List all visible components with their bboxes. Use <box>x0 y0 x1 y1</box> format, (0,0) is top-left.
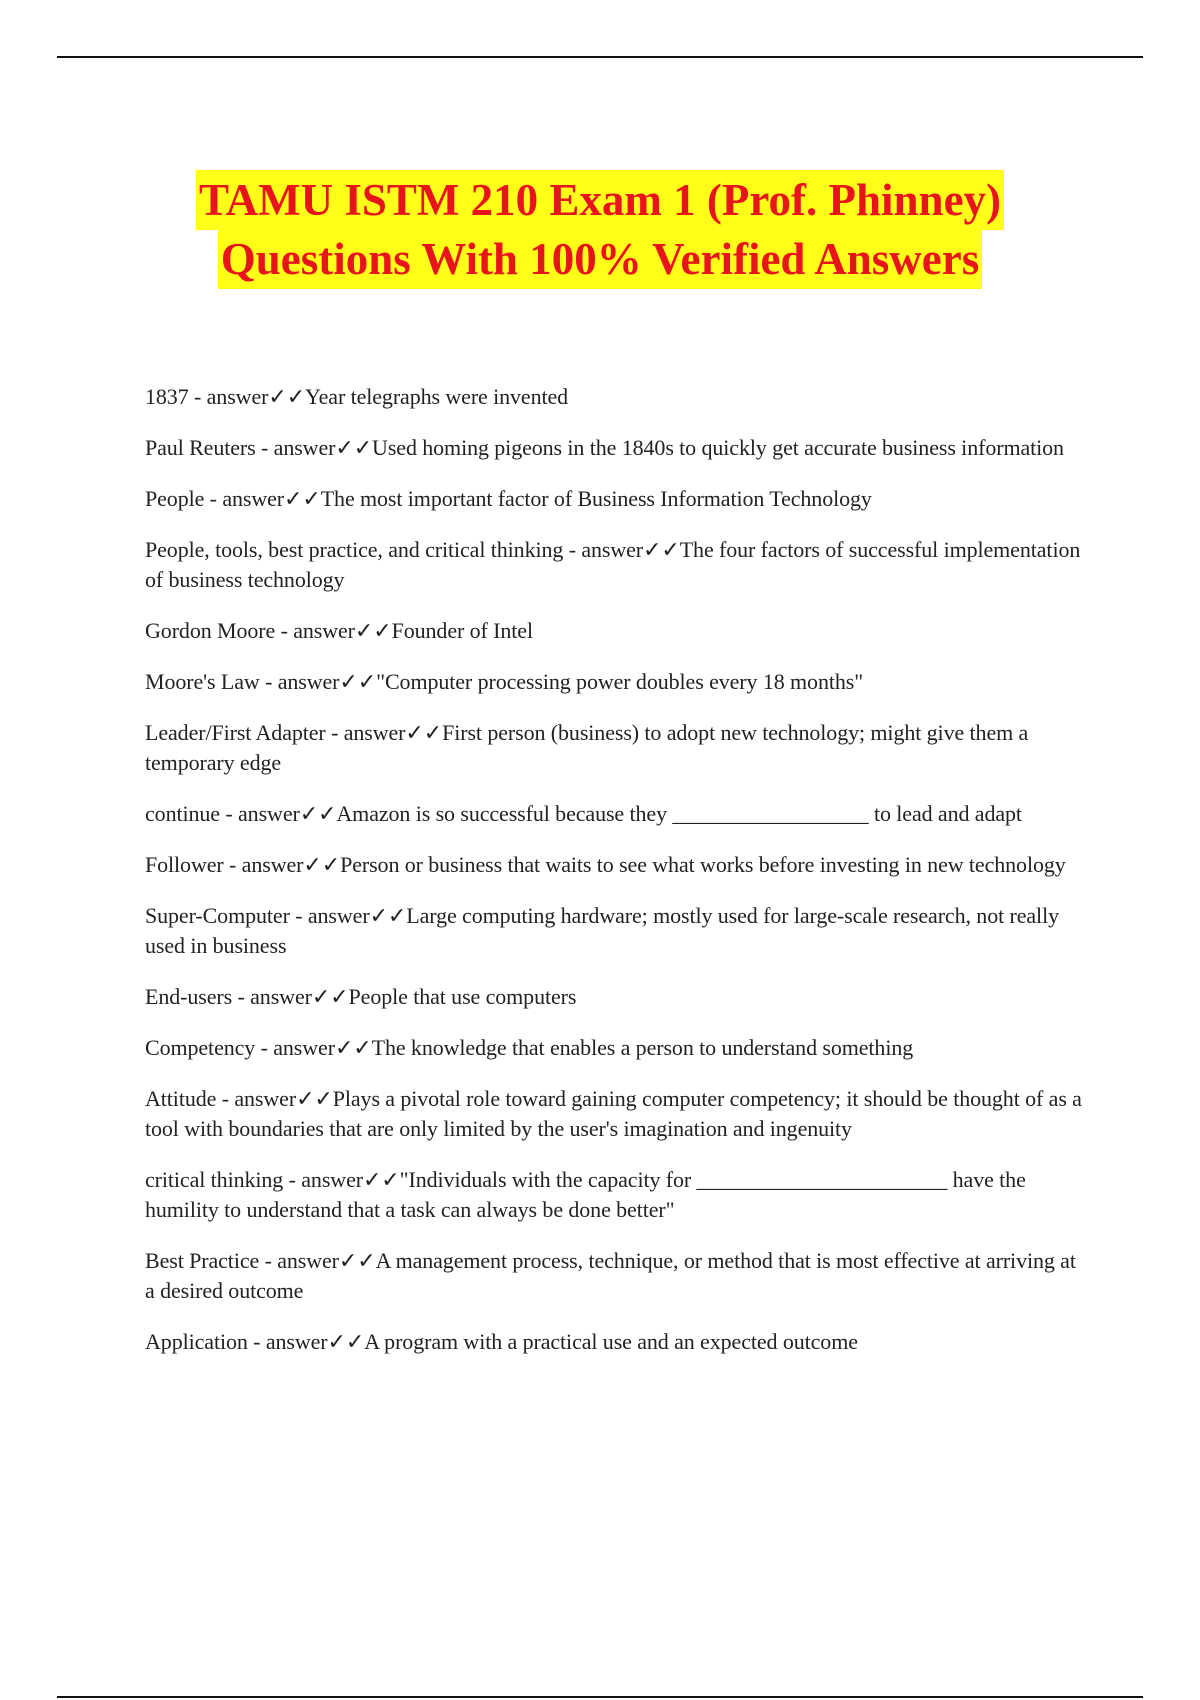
qa-term: continue <box>145 801 220 826</box>
qa-separator: - <box>216 1086 235 1111</box>
qa-term: People, tools, best practice, and critical thinking <box>145 537 564 562</box>
qa-term: People <box>145 486 205 511</box>
qa-list <box>145 382 1085 1378</box>
qa-item <box>145 535 1085 595</box>
bottom-rule <box>57 1696 1143 1698</box>
qa-term: Competency <box>145 1035 256 1060</box>
top-rule <box>57 56 1143 58</box>
qa-definition: Founder of Intel <box>391 618 533 643</box>
qa-item <box>145 667 1085 697</box>
check-marks: ✓✓ <box>354 618 392 643</box>
qa-definition: A management process, technique, or method that is most effective at arriving at a desired outcome <box>145 1248 1076 1303</box>
qa-answer-label: answer <box>273 1035 335 1060</box>
document-title <box>0 170 1200 288</box>
check-marks: ✓✓ <box>296 1086 333 1111</box>
qa-answer-label: answer <box>238 801 300 826</box>
qa-definition: Year telegraphs were invented <box>305 384 569 409</box>
qa-term: critical thinking <box>145 1167 284 1192</box>
qa-separator: - <box>275 618 294 643</box>
qa-item <box>145 850 1085 880</box>
qa-answer-label: answer <box>273 435 336 460</box>
title-line-1: TAMU ISTM 210 Exam 1 (Prof. Phinney) <box>196 170 1004 230</box>
qa-item <box>145 433 1085 463</box>
qa-definition: First person (business) to adopt new technology; might give them a temporary edge <box>145 720 1029 775</box>
check-marks: ✓✓ <box>335 435 373 460</box>
qa-definition: The most important factor of Business Information Technology <box>320 486 872 511</box>
qa-separator: - <box>247 1329 266 1354</box>
qa-separator: - <box>259 669 278 694</box>
check-marks: ✓✓ <box>405 720 443 745</box>
check-marks: ✓✓ <box>339 669 377 694</box>
qa-item <box>145 1084 1085 1144</box>
qa-answer-label: answer <box>222 486 285 511</box>
check-marks: ✓✓ <box>284 486 321 511</box>
qa-answer-label: answer <box>301 1167 363 1192</box>
qa-separator: - <box>219 801 238 826</box>
check-marks: ✓✓ <box>369 903 407 928</box>
qa-definition: Person or business that waits to see what works before investing in new technology <box>340 852 1066 877</box>
qa-separator: - <box>283 1167 302 1192</box>
qa-term: Moore's Law <box>145 669 260 694</box>
qa-definition: People that use computers <box>348 984 577 1009</box>
qa-term: 1837 <box>145 384 189 409</box>
qa-item <box>145 982 1085 1012</box>
qa-term: Super-Computer <box>145 903 290 928</box>
check-marks: ✓✓ <box>299 801 337 826</box>
check-marks: ✓✓ <box>327 1329 365 1354</box>
qa-item <box>145 484 1085 514</box>
qa-term: Best Practice <box>145 1248 260 1273</box>
qa-item <box>145 382 1085 412</box>
qa-item <box>145 1327 1085 1357</box>
qa-definition: "Computer processing power doubles every 18 months" <box>376 669 864 694</box>
qa-separator: - <box>259 1248 278 1273</box>
qa-answer-label: answer <box>234 1086 297 1111</box>
qa-definition: "Individuals with the capacity for _______________________ have the humility to understand that a task can always be done better" <box>145 1167 1026 1222</box>
check-marks: ✓✓ <box>311 984 349 1009</box>
check-marks: ✓✓ <box>643 537 680 562</box>
qa-separator: - <box>223 852 242 877</box>
qa-separator: - <box>188 384 207 409</box>
qa-answer-label: answer <box>277 669 340 694</box>
check-marks: ✓✓ <box>268 384 306 409</box>
qa-separator: - <box>325 720 344 745</box>
qa-item <box>145 799 1085 829</box>
qa-answer-label: answer <box>307 903 370 928</box>
qa-item <box>145 718 1085 778</box>
qa-answer-label: answer <box>293 618 355 643</box>
qa-separator: - <box>255 435 274 460</box>
qa-term: Leader/First Adapter <box>145 720 326 745</box>
qa-definition: Large computing hardware; mostly used for large-scale research, not really used in business <box>145 903 1059 958</box>
qa-separator: - <box>563 537 582 562</box>
qa-item <box>145 1033 1085 1063</box>
title-line-2: Questions With 100% Verified Answers <box>218 229 982 289</box>
qa-answer-label: answer <box>265 1329 328 1354</box>
qa-definition: The knowledge that enables a person to understand something <box>371 1035 914 1060</box>
qa-definition: A program with a practical use and an expected outcome <box>364 1329 858 1354</box>
qa-separator: - <box>204 486 223 511</box>
qa-term: End-users <box>145 984 233 1009</box>
check-marks: ✓✓ <box>303 852 341 877</box>
qa-item <box>145 901 1085 961</box>
qa-item <box>145 1165 1085 1225</box>
check-marks: ✓✓ <box>338 1248 376 1273</box>
qa-definition: Used homing pigeons in the 1840s to quickly get accurate business information <box>372 435 1064 460</box>
qa-separator: - <box>232 984 251 1009</box>
check-marks: ✓✓ <box>362 1167 400 1192</box>
qa-definition: The four factors of successful implementation of business technology <box>145 537 1081 592</box>
qa-answer-label: answer <box>241 852 304 877</box>
qa-separator: - <box>289 903 308 928</box>
qa-item <box>145 616 1085 646</box>
qa-item <box>145 1246 1085 1306</box>
check-marks: ✓✓ <box>334 1035 372 1060</box>
qa-term: Gordon Moore <box>145 618 276 643</box>
qa-term: Follower <box>145 852 224 877</box>
qa-answer-label: answer <box>343 720 406 745</box>
qa-answer-label: answer <box>277 1248 339 1273</box>
qa-definition: Plays a pivotal role toward gaining computer competency; it should be thought of as a tool with boundaries that are only limited by the user's imagination and ingenuity <box>145 1086 1082 1141</box>
qa-definition: Amazon is so successful because they __________________ to lead and adapt <box>336 801 1022 826</box>
qa-answer-label: answer <box>206 384 269 409</box>
qa-separator: - <box>255 1035 274 1060</box>
qa-term: Paul Reuters <box>145 435 256 460</box>
qa-answer-label: answer <box>250 984 312 1009</box>
qa-term: Attitude <box>145 1086 217 1111</box>
qa-term: Application <box>145 1329 248 1354</box>
qa-answer-label: answer <box>581 537 644 562</box>
